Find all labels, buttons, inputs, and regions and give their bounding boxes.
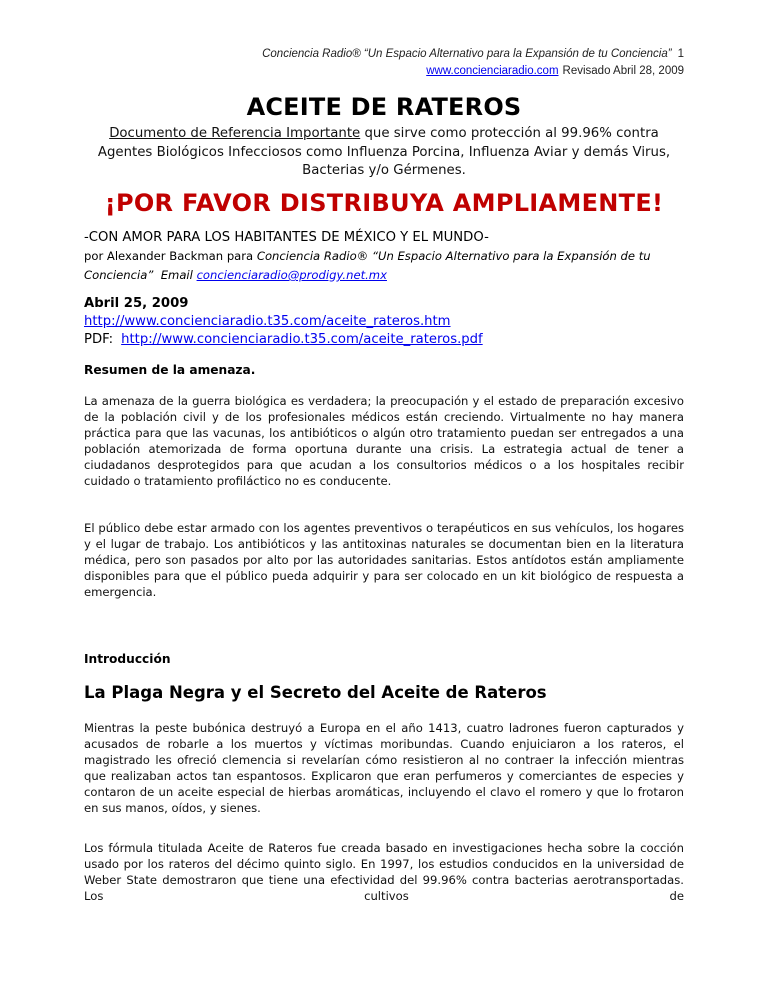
htm-link[interactable]: http://www.concienciaradio.t35.com/aceite_rateros.htm (84, 314, 451, 329)
paragraph-text: La amenaza de la guerra biológica es verdadera; la preocupación y el estado de preparación excesivo de la población civil y de los profesionales médicos están creciendo. Virtualmente no hay manera práctica para que las vacunas, los antibióticos o algún otro tratamiento puedan ser entregados a una población atemorizada de forma oportuna durante una crisis. La estrategia actual de tener a ciudadanos desprotegidos para que acudan a los consultorios médicos o a los hospitales recibir cuidado o tratamiento profiláctico no es conducente. (84, 394, 684, 489)
call-to-action: ¡POR FAVOR DISTRIBUYA AMPLIAMENTE! (104, 189, 664, 217)
pdf-label: PDF: (84, 332, 114, 347)
document-title: ACEITE DE RATEROS (246, 93, 522, 121)
pdf-link[interactable]: http://www.concienciaradio.t35.com/aceite_rateros.pdf (121, 332, 483, 347)
document-subtitle (84, 125, 684, 181)
htm-link-row (84, 313, 451, 331)
heading-plaga-negra: La Plaga Negra y el Secreto del Aceite de Rateros (84, 683, 547, 702)
pdf-link-row (84, 331, 483, 349)
header-meta (84, 63, 684, 80)
header-tagline (84, 46, 684, 63)
publish-date: Abril 25, 2009 (84, 296, 189, 311)
dedication: -CON AMOR PARA LOS HABITANTES DE MÉXICO Y EL MUNDO- (84, 230, 489, 245)
byline-prefix: por Alexander Backman para (84, 249, 257, 263)
revised-date: Revisado Abril 28, 2009 (562, 65, 684, 77)
byline-organization: Conciencia Radio® “Un Espacio Alternativo para la Expansión de tu Conciencia” (84, 249, 651, 282)
site-link[interactable]: www.concienciaradio.com (426, 65, 559, 77)
paragraph-plaga-2: Los fórmula titulada Aceite de Rateros fue creada basado en investigaciones hecha sobre la cocción usado por los rateros del décimo quinto siglo. En 1997, los estudios conducidos en la universidad de Weber State demostraron que tiene una efectividad del 99.96% contra bacterias aerotransportadas. Los cultivos de (84, 841, 684, 904)
paragraph-plaga-1: Mientras la peste bubónica destruyó a Europa en el año 1413, cuatro ladrones fueron capturados y acusados de robarle a los muertos y víctimas moribundas. Cuando enjuiciaron a los rateros, el magistrado les ofreció clemencia si revelarían cómo resistieron al no contraer la infección mientras que realizaban actos tan espantosos. Explicaron que eran perfumeros y comerciantes de especies y contaron de un aceite especial de hierbas aromáticas, incluyendo el clavo el romero y que lo frotaron en sus manos, oídos, y sienes. (84, 721, 684, 816)
page-header (84, 46, 684, 80)
page-number: 1 (677, 48, 684, 60)
paragraph-resumen-2: El público debe estar armado con los agentes preventivos o terapéuticos en sus vehículos, los hogares y el lugar de trabajo. Los antibióticos y las antitoxinas naturales se documentan bien en la literatura médica, pero son pasados por alto por las autoridades sanitarias. Estos antídotos están ampliamente disponibles para que el público pueda adquirir y para ser colocado en un kit biológico de respuesta a emergencia. (84, 521, 684, 600)
byline (84, 247, 684, 285)
email-text: concienciaradio@prodigy.net.mx (196, 268, 387, 282)
header-title: Conciencia Radio® “Un Espacio Alternativo para la Expansión de tu Conciencia” (262, 48, 672, 60)
email-link[interactable] (197, 268, 387, 282)
paragraph-resumen-1 (84, 393, 684, 490)
subtitle-underlined: Documento de Referencia Importante (109, 126, 361, 141)
subtitle-rest: que sirve como protección al 99.96% contra Agentes Biológicos Infecciosos como Influenza Porcina, Influenza Aviar y demás Virus, Bacterias y/o Gérmenes. (97, 126, 671, 178)
heading-resumen: Resumen de la amenaza. (84, 363, 256, 377)
byline-email-label: Email (153, 268, 197, 282)
heading-introduccion: Introducción (84, 652, 171, 666)
